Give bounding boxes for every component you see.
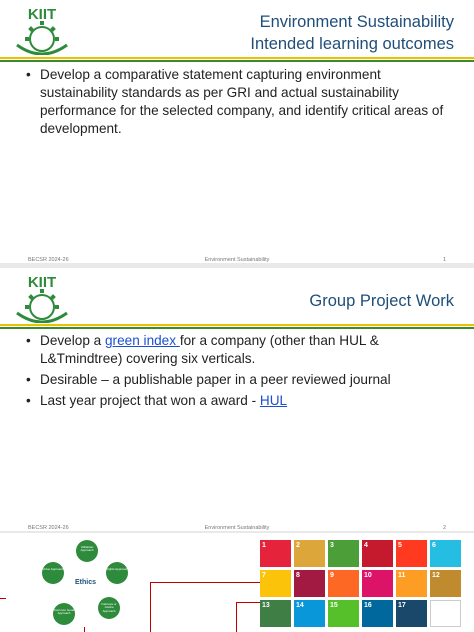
slide-2 bbox=[0, 268, 474, 531]
sdg-tile bbox=[328, 570, 359, 597]
slide-1 bbox=[0, 0, 474, 263]
sdg-number: 5 bbox=[398, 542, 402, 549]
bullet-text: for a company (other than HUL & L&Tmindtree) covering six verticals. bbox=[40, 333, 379, 366]
bullet-text: Last year project that won a award - bbox=[40, 393, 260, 408]
sdg-tile bbox=[328, 540, 359, 567]
slide-3 bbox=[0, 533, 474, 632]
sdg-number: 12 bbox=[432, 572, 440, 579]
footer-title: Environment Sustainability bbox=[204, 257, 270, 263]
sdg-number: 8 bbox=[296, 572, 300, 579]
footer-course: BECSR 2024-26 bbox=[28, 525, 69, 531]
connector-line bbox=[0, 598, 6, 599]
sdg-number: 13 bbox=[262, 602, 270, 609]
sdg-number: 3 bbox=[330, 542, 334, 549]
sdg-number: 9 bbox=[330, 572, 334, 579]
svg-text:KIIT: KIIT bbox=[27, 6, 57, 23]
ethics-node-utilitarian: Utilitarian Approach bbox=[76, 540, 98, 562]
green-index-link[interactable]: green index bbox=[105, 333, 180, 348]
sdg-number: 15 bbox=[330, 602, 338, 609]
sdg-number: 6 bbox=[432, 542, 436, 549]
sdg-number: 7 bbox=[262, 572, 266, 579]
bullet-list bbox=[24, 66, 450, 141]
footer-title: Environment Sustainability bbox=[204, 525, 270, 531]
footer-page-number: 2 bbox=[442, 525, 446, 531]
footer-course: BECSR 2024-26 bbox=[28, 257, 69, 263]
sdg-number: 1 bbox=[262, 542, 266, 549]
sdg-tile bbox=[260, 570, 291, 597]
bullet-list bbox=[24, 332, 450, 413]
connector-line bbox=[236, 602, 237, 632]
sdg-number: 2 bbox=[296, 542, 300, 549]
sdg-tile bbox=[430, 600, 461, 627]
ethics-node-common-good: Common Good Approach bbox=[53, 603, 75, 625]
footer-page-number: 1 bbox=[442, 257, 446, 263]
kiit-logo bbox=[9, 273, 75, 323]
ethics-node-virtue: Virtue Approach bbox=[42, 562, 64, 584]
kiit-logo bbox=[9, 5, 75, 55]
ethics-node-rights: Rights Approach bbox=[106, 562, 128, 584]
sdg-icon-grid bbox=[260, 540, 461, 627]
sdg-tile bbox=[362, 600, 393, 627]
svg-text:KIIT: KIIT bbox=[27, 274, 57, 291]
sdg-tile bbox=[430, 570, 461, 597]
connector-line bbox=[84, 627, 85, 632]
sdg-number: 4 bbox=[364, 542, 368, 549]
sdg-tile bbox=[294, 600, 325, 627]
sdg-tile bbox=[294, 570, 325, 597]
yellow-rule bbox=[0, 324, 474, 326]
green-rule bbox=[0, 327, 474, 329]
sdg-tile bbox=[260, 600, 291, 627]
hul-link[interactable]: HUL bbox=[259, 393, 288, 408]
sdg-tile bbox=[328, 600, 359, 627]
connector-line bbox=[236, 602, 260, 603]
sdg-tile bbox=[294, 540, 325, 567]
sdg-tile bbox=[430, 540, 461, 567]
bullet-text: Develop a bbox=[40, 333, 105, 348]
ethics-center-label: Ethics bbox=[75, 579, 97, 586]
sdg-tile bbox=[396, 570, 427, 597]
sdg-tile bbox=[362, 540, 393, 567]
bullet-item: • Develop a comparative statement capturing environment sustainability standards as per GRI and actual sustainability performance for the selected company, and identify critical areas of development. bbox=[24, 66, 450, 138]
connector-line bbox=[150, 582, 151, 632]
green-rule bbox=[0, 60, 474, 62]
title-line-1: Environment Sustainability bbox=[259, 13, 454, 31]
slide-1-title bbox=[250, 11, 454, 55]
sdg-tile bbox=[362, 570, 393, 597]
ethics-diagram bbox=[40, 535, 136, 632]
sdg-tile bbox=[396, 600, 427, 627]
sdg-tile bbox=[396, 540, 427, 567]
sdg-number: 16 bbox=[364, 602, 372, 609]
sdg-number: 10 bbox=[364, 572, 372, 579]
connector-line bbox=[150, 582, 260, 583]
bullet-item-publishable bbox=[24, 371, 450, 389]
yellow-rule bbox=[0, 57, 474, 59]
ethics-node-fairness: Fairness or Justice Approach bbox=[98, 597, 120, 619]
bullet-item-last-year bbox=[24, 392, 450, 410]
sdg-number: 11 bbox=[398, 572, 406, 579]
bullet-text: Desirable – a publishable paper in a peer reviewed journal bbox=[40, 372, 391, 387]
sdg-number: 14 bbox=[296, 602, 304, 609]
slide-2-title: Group Project Work bbox=[309, 292, 454, 310]
sdg-tile bbox=[260, 540, 291, 567]
bullet-item-green-index bbox=[24, 332, 450, 368]
sdg-number: 17 bbox=[398, 602, 406, 609]
title-line-2: Intended learning outcomes bbox=[250, 35, 454, 53]
